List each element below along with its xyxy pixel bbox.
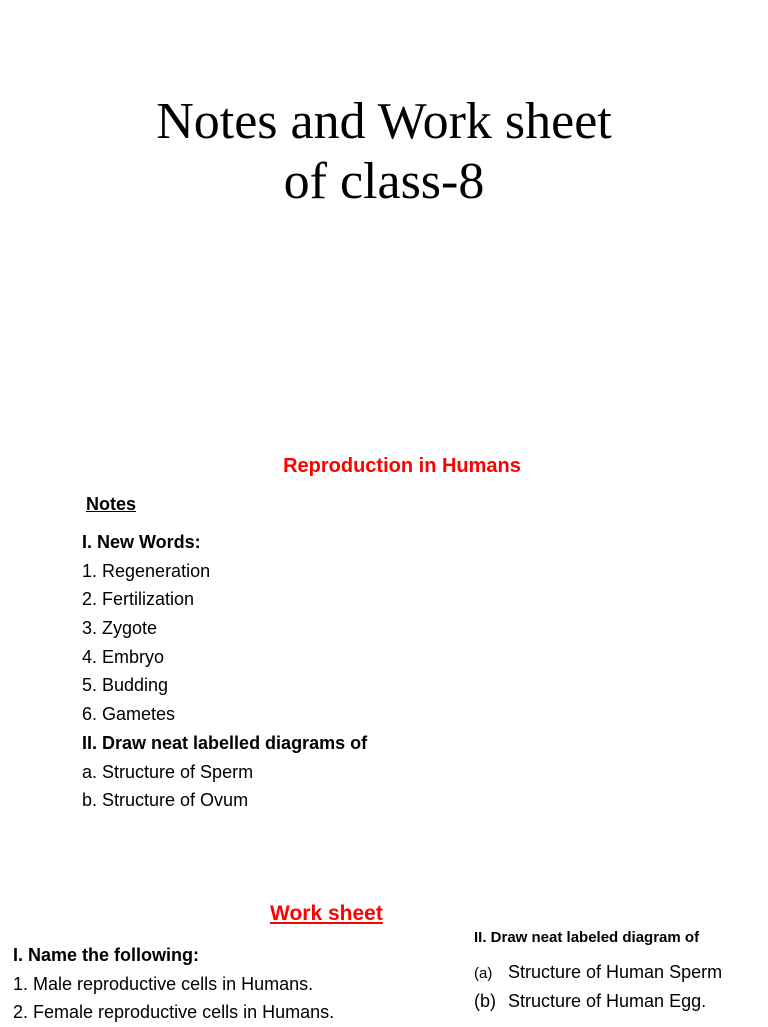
list-item: a. Structure of Sperm bbox=[82, 761, 254, 782]
list-item: 2. Fertilization bbox=[82, 589, 195, 610]
list-item: 1. Regeneration bbox=[82, 560, 211, 581]
item-text: Structure of Human Egg. bbox=[508, 990, 707, 1011]
item-marker: (a) bbox=[474, 965, 493, 982]
item-marker: (b) bbox=[474, 990, 496, 1011]
page-title-line-2: of class-8 bbox=[283, 153, 485, 210]
list-item: 4. Embryo bbox=[82, 646, 165, 667]
list-item: 5. Budding bbox=[82, 675, 169, 696]
page-title-line-1: Notes and Work sheet bbox=[156, 93, 612, 150]
worksheet-left-list bbox=[13, 941, 334, 1027]
worksheet-heading: Work sheet bbox=[270, 902, 383, 925]
worksheet-subheading: I. Name the following: bbox=[13, 945, 200, 965]
notes-subheading-diagrams: II. Draw neat labelled diagrams of bbox=[82, 732, 368, 753]
page-title bbox=[0, 92, 768, 212]
list-item: 1. Male reproductive cells in Humans. bbox=[13, 973, 314, 994]
worksheet-right-heading: II. Draw neat labeled diagram of bbox=[474, 929, 700, 946]
list-item: b. Structure of Ovum bbox=[82, 790, 249, 811]
notes-subheading-new-words: I. New Words: bbox=[82, 532, 201, 552]
worksheet-right-list bbox=[474, 958, 722, 1015]
list-item: 6. Gametes bbox=[82, 704, 176, 725]
section-title: Reproduction in Humans bbox=[283, 455, 521, 477]
list-item bbox=[474, 958, 722, 987]
notes-list bbox=[82, 528, 367, 815]
list-item: 2. Female reproductive cells in Humans. bbox=[13, 1002, 335, 1022]
list-item: 3. Zygote bbox=[82, 618, 158, 639]
item-text: Structure of Human Sperm bbox=[508, 962, 723, 982]
notes-heading: Notes bbox=[86, 494, 137, 514]
list-item bbox=[474, 987, 722, 1016]
